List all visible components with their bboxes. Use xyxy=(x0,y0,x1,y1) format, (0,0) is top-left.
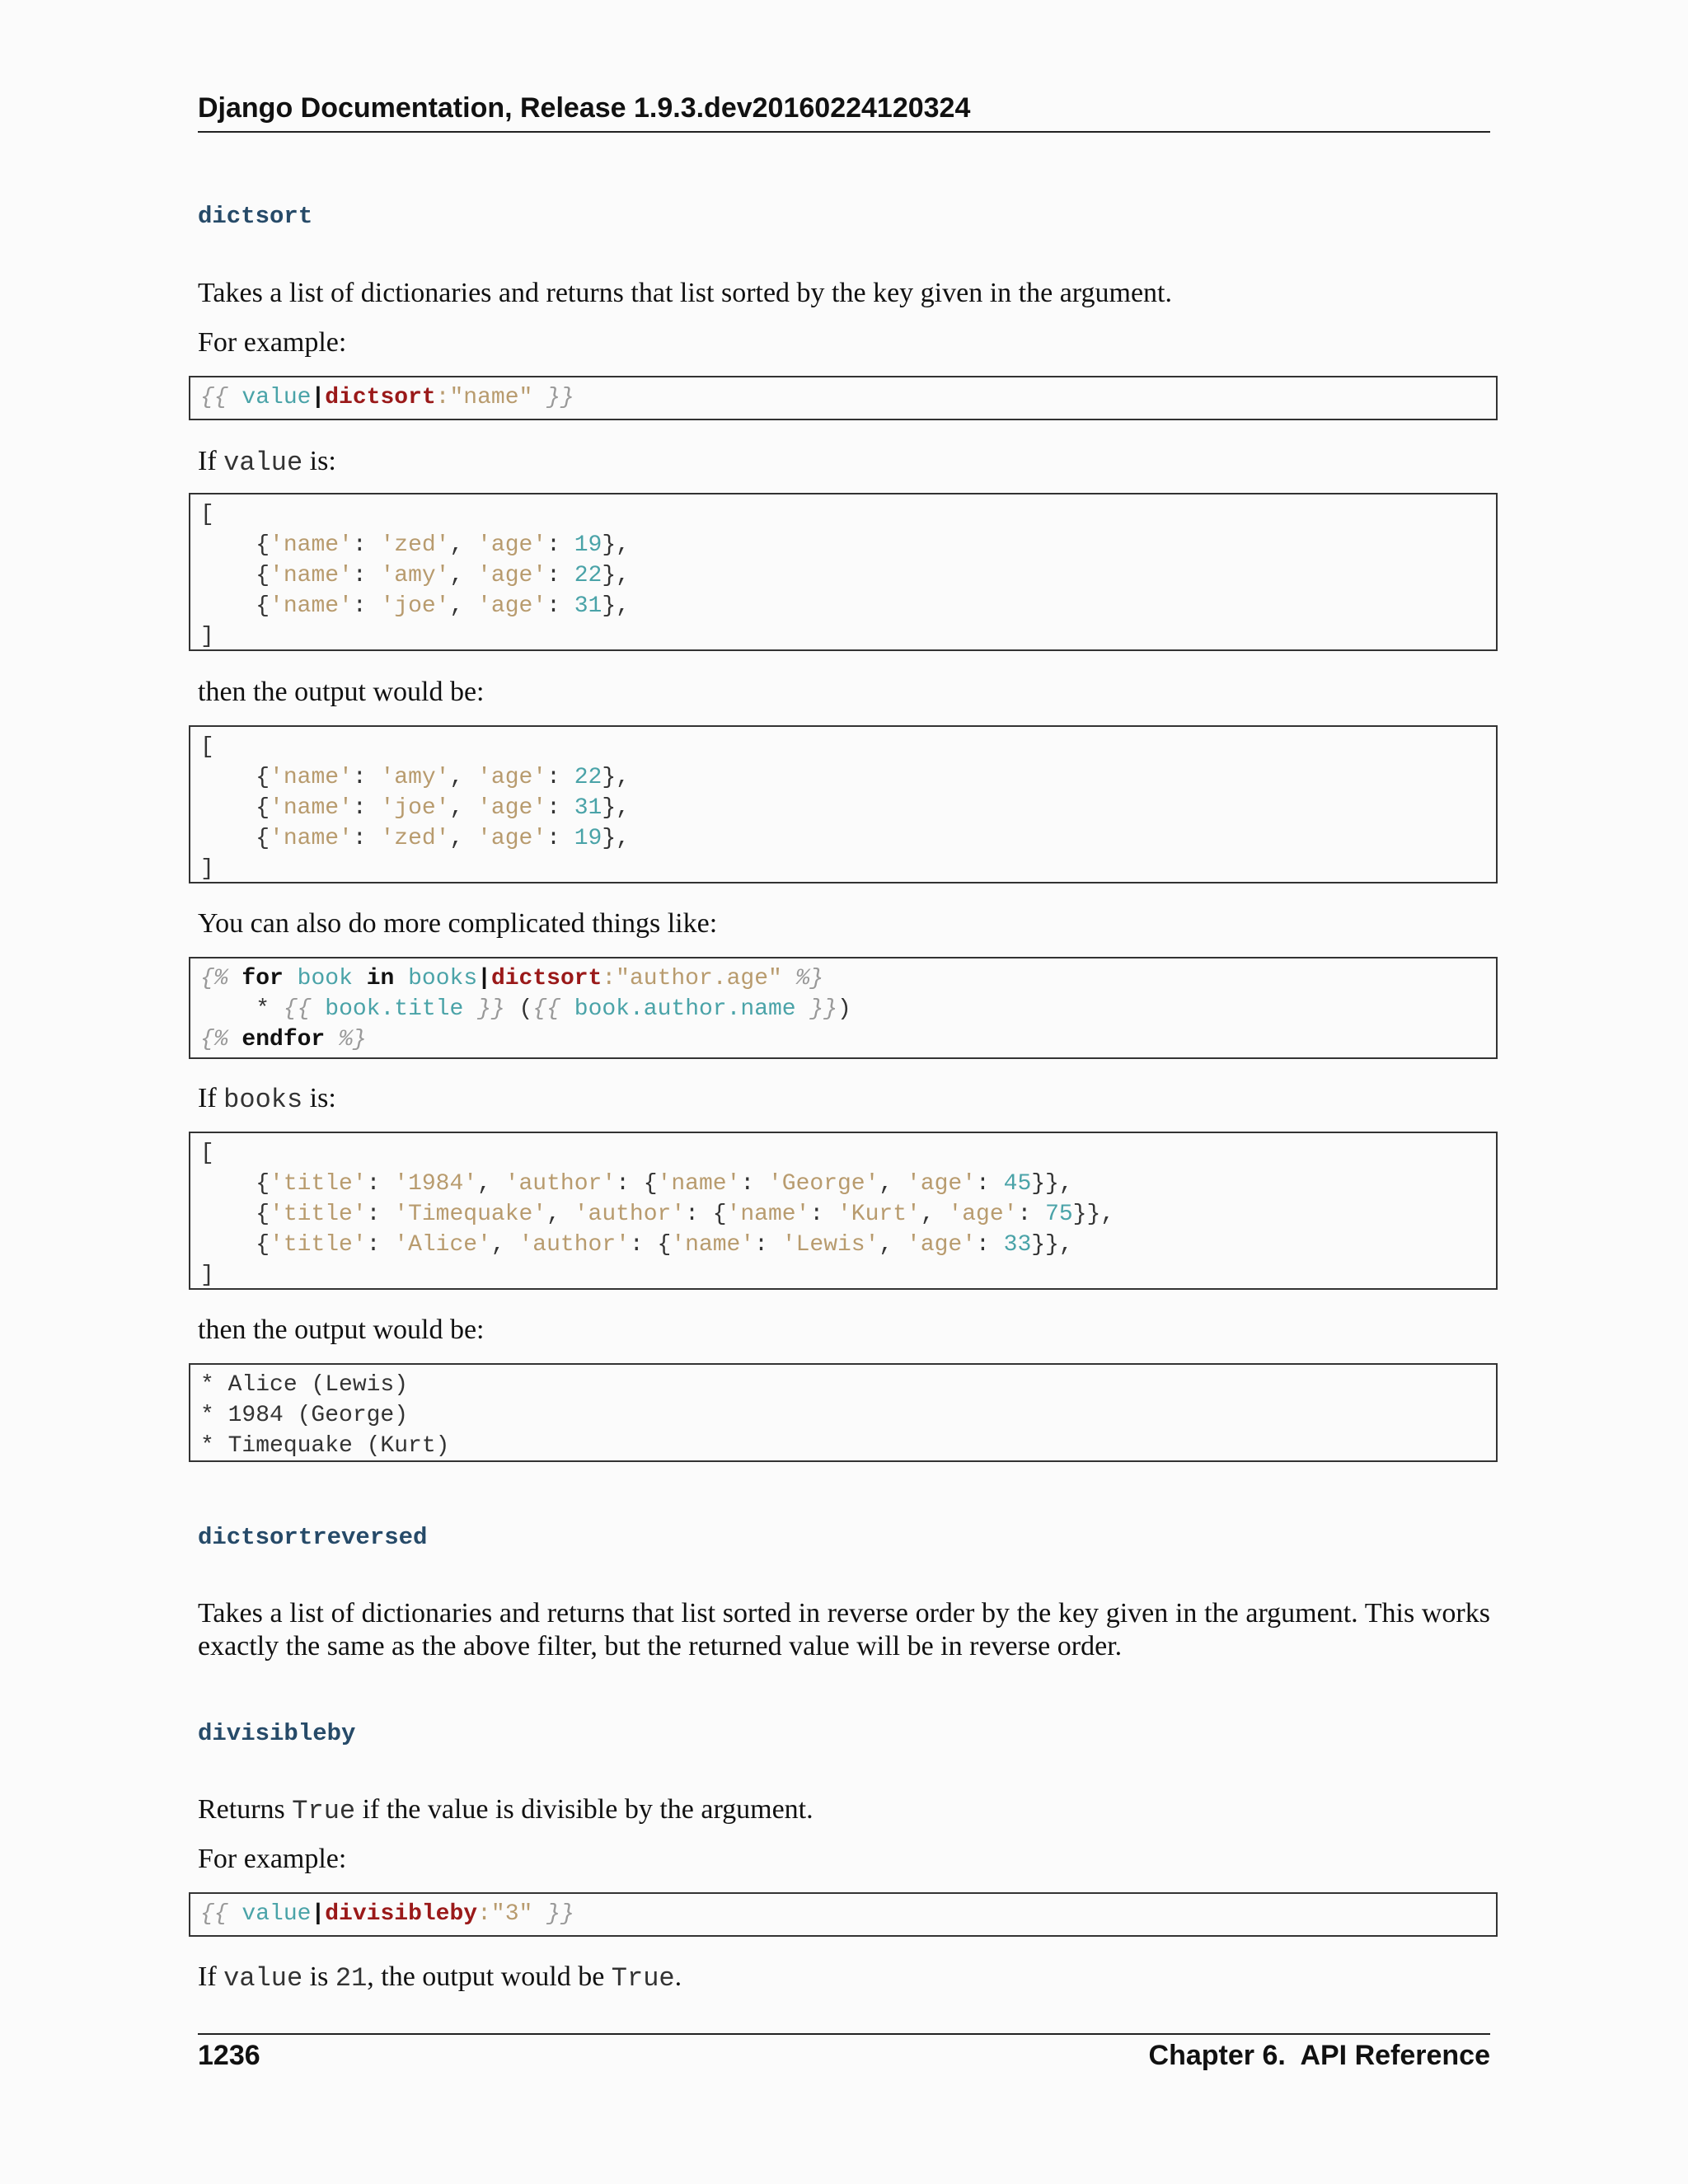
dictsort-intro: Takes a list of dictionaries and returns that list sorted by the key given in the argument. xyxy=(198,278,1172,308)
code-block-divisibleby-usage: {{ value|divisibleby:"3" }} xyxy=(189,1892,1498,1937)
section-title-divisibleby: divisibleby xyxy=(198,1720,356,1747)
dictsortreversed-description: Takes a list of dictionaries and returns that list sorted in reverse order by the key given in the argument. This works exactly the same as the above filter, but the returned value will be in reverse order. xyxy=(198,1598,1490,1661)
section-title-dictsortreversed: dictsortreversed xyxy=(198,1524,428,1551)
code-block-result: * Alice (Lewis) * 1984 (George) * Timequake (Kurt) xyxy=(189,1363,1498,1462)
complicated-paragraph: You can also do more complicated things like: xyxy=(198,908,718,939)
if-books-paragraph: If books is: xyxy=(198,1083,336,1115)
then-output-paragraph-1: then the output would be: xyxy=(198,677,485,707)
code-block-template-loop: {% for book in books|dictsort:"author.age" %} * {{ book.title }} ({{ book.author.name }}) {% endfor %} xyxy=(189,957,1498,1059)
for-example-label-2: For example: xyxy=(198,1844,347,1874)
footer-rule xyxy=(198,2033,1490,2035)
divisibleby-description: Returns True if the value is divisible by the argument. xyxy=(198,1794,814,1826)
for-example-label: For example: xyxy=(198,327,347,358)
code-block-output-list: [ {'name': 'amy', 'age': 22}, {'name': 'joe', 'age': 31}, {'name': 'zed', 'age': 19}, ] xyxy=(189,725,1498,883)
then-output-paragraph-2: then the output would be: xyxy=(198,1315,485,1345)
section-title-dictsort: dictsort xyxy=(198,203,313,230)
code-block-books-list: [ {'title': '1984', 'author': {'name': 'George', 'age': 45}}, {'title': 'Timequake', 'author': {'name': 'Kurt', 'age': 75}}, {'title': 'Alice', 'author': {'name': 'Lewis', 'age': 33}}, ] xyxy=(189,1132,1498,1290)
chapter-label: Chapter 6. API Reference xyxy=(1148,2040,1490,2071)
page-header: Django Documentation, Release 1.9.3.dev20160224120324 xyxy=(198,92,1490,133)
page-number: 1236 xyxy=(198,2040,260,2071)
if-value-paragraph: If value is: xyxy=(198,446,336,478)
code-block-input-list: [ {'name': 'zed', 'age': 19}, {'name': 'amy', 'age': 22}, {'name': 'joe', 'age': 31}, ] xyxy=(189,493,1498,651)
code-block-dictsort-usage: {{ value|dictsort:"name" }} xyxy=(189,376,1498,420)
divisibleby-result-paragraph: If value is 21, the output would be True. xyxy=(198,1961,682,1994)
